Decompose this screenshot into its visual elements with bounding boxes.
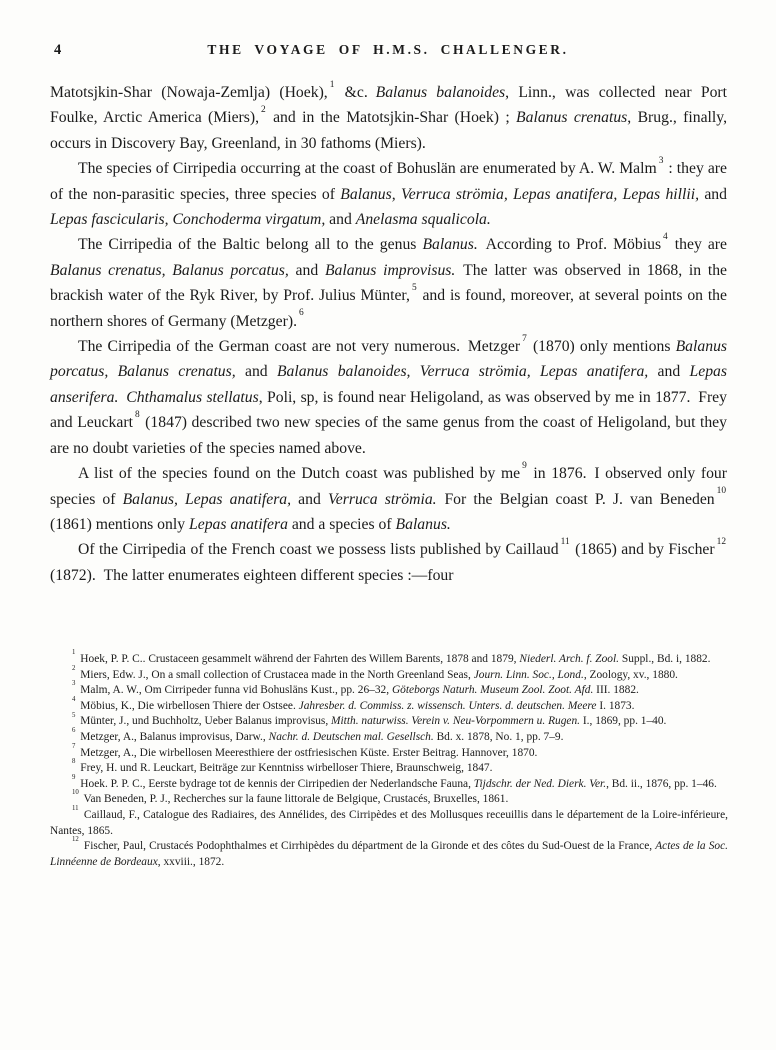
footnote-reference: 5 (411, 282, 417, 293)
footnote-reference: 3 (658, 155, 664, 166)
footnote-reference: 11 (560, 536, 570, 547)
footnote-marker: 12 (72, 836, 79, 844)
footnote-marker: 3 (72, 680, 76, 688)
page-number: 4 (54, 42, 62, 58)
paragraph-3: The Cirripedia of the Baltic belong all to the genus Balanus. According to Prof. Möbius $^4$ they are Balanus crenatus, Balanus porcatus, and Balanus improvisus. The latter was observed in 1868, in the brackish water of the Ryk River, by Prof. Julius Münter, $^5$ and is found, moreover, at several points on the northern shores of Germany (Metzger). $^6$ (50, 231, 728, 330)
footnote-reference: 7 (522, 333, 527, 344)
paragraph-1: Matotsjkin-Shar (Nowaja-Zemlja) (Hoek), $^1$ &c. Balanus balanoides, Linn., was collected near Port Foulke, Arctic America (Miers), $^2$ and in the Matotsjkin-Shar (Hoek) ; Balanus crenatus, Brug., finally, occurs in Discovery Bay, Greenland, in 30 fathoms (Miers). (50, 79, 728, 152)
paragraph-6: Of the Cirripedia of the French coast we possess lists published by Caillaud $^{11}$ (1865) and by Fischer $^{12}$ (1872). The latter enumerates eighteen different species :—four (50, 536, 727, 584)
paragraph-5: A list of the species found on the Dutch coast was published by me $^9$ in 1876. I observed only four species of Balanus, Lepas anatifera, and Verruca strömia. For the Belgian coast P. J. van Beneden $^{10}$ (1861) mentions only Lepas anatifera and a species of Balanus. (50, 460, 727, 533)
footnote-reference: 9 (522, 460, 527, 471)
footnote-3: $^3$ Malm, A. W., Om Cirripeder funna vid Bohusläns Kust., pp. 26–32, Göteborgs Naturh. Museum Zool. Zoot. Afd. III. 1882. (72, 680, 639, 697)
footnote-reference: 1 (329, 79, 335, 90)
paragraph-2: The species of Cirripedia occurring at the coast of Bohuslän are enumerated by A. W. Malm $^3$ : they are of the non-parasitic species, three species of Balanus, Verruca strömia, Lepas anatifera, Lepas hillii, and Lepas fascicularis, Conchoderma virgatum, and Anelasma squalicola. (50, 155, 727, 229)
footnote-reference: 10 (716, 486, 727, 497)
footnote-6: $^6$ Metzger, A., Balanus improvisus, Darw., Nachr. d. Deutschen mal. Gesellsch. Bd. x. 1878, No. 1, pp. 7–9. (72, 727, 564, 743)
footnote-7: $^7$ Metzger, A., Die wirbellosen Meeresthiere der ostfriesischen Küste. Erster Beitrag. Hannover, 1870. (72, 742, 538, 759)
footnote-4: $^4$ Möbius, K., Die wirbellosen Thiere der Ostsee. Jahresber. d. Commiss. z. wissensch. Unters. d. deutschen. Meere I. 1873. (72, 695, 635, 712)
footnote-marker: 2 (72, 664, 76, 672)
footnote-marker: 4 (72, 695, 76, 703)
footnote-marker: 7 (72, 742, 76, 750)
footnote-marker: 9 (72, 773, 76, 781)
footnote-reference: 4 (663, 231, 668, 242)
running-head-title: THE VOYAGE OF H.M.S. CHALLENGER. (207, 42, 569, 57)
footnote-reference: 12 (716, 536, 727, 547)
footnote-reference: 6 (299, 308, 304, 319)
footnote-12: $^{12}$ Fischer, Paul, Crustacés Podophthalmes et Cirrhipèdes du départment de la Gironde et des côtes du Sud-Ouest de la France, Actes de la Soc. Linnéenne de Bordeaux, xxviii., 1872. (50, 836, 728, 868)
footnotes (50, 649, 728, 870)
body-text (50, 80, 727, 588)
footnote-11: $^{11}$ Caillaud, F., Catalogue des Radiaires, des Annélides, des Cirripèdes et des Mollusques receuillis dans le département de la Loire-inférieure, Nantes, 1865. (50, 805, 728, 837)
footnote-marker: 6 (72, 727, 76, 735)
footnote-9: $^9$ Hoek. P. P. C., Eerste bydrage tot de kennis der Cirripedien der Nederlandsche Fauna, Tijdschr. der Ned. Dierk. Ver., Bd. ii., 1876, pp. 1–46. (72, 773, 717, 790)
paragraph-4: The Cirripedia of the German coast are not very numerous. Metzger $^7$ (1870) only mentions Balanus porcatus, Balanus crenatus, and Balanus balanoides, Verruca strömia, Lepas anatifera, and Lepas anserifera. Chthamalus stellatus, Poli, sp, is found near Heligoland, as was observed by me in 1877. Frey and Leuckart $^8$ (1847) described two new species of the same genus from the coast of Heligoland, but they are no doubt varieties of the species named above. (50, 333, 728, 457)
footnote-10: $^{10}$ Van Beneden, P. J., Recherches sur la faune littorale de Belgique, Crustacés, Bruxelles, 1861. (72, 789, 509, 806)
footnote-5: $^5$ Münter, J., und Buchholtz, Ueber Balanus improvisus, Mitth. naturwiss. Verein v. Neu-Vorpommern u. Rugen. I., 1869, pp. 1–40. (72, 711, 667, 728)
footnote-marker: 11 (72, 805, 79, 813)
footnote-marker: 8 (72, 758, 76, 766)
footnote-reference: 8 (134, 409, 140, 420)
footnote-reference: 2 (261, 104, 266, 115)
footnote-2: $^2$ Miers, Edw. J., On a small collection of Crustacea made in the North Greenland Seas, Journ. Linn. Soc., Lond., Zoology, xv., 1880. (72, 664, 678, 681)
footnote-marker: 5 (72, 711, 76, 719)
footnote-8: $^8$ Frey, H. und R. Leuckart, Beiträge zur Kenntniss wirbelloser Thiere, Braunschweig, 1847. (72, 758, 493, 775)
footnote-1: $^1$ Hoek, P. P. C.. Crustaceen gesammelt während der Fahrten des Willem Barents, 1878 and 1879, Niederl. Arch. f. Zool. Suppl., Bd. i, 1882. (72, 649, 711, 665)
footnote-marker: 1 (72, 649, 76, 657)
footnote-marker: 10 (72, 789, 79, 797)
running-header (0, 42, 776, 62)
